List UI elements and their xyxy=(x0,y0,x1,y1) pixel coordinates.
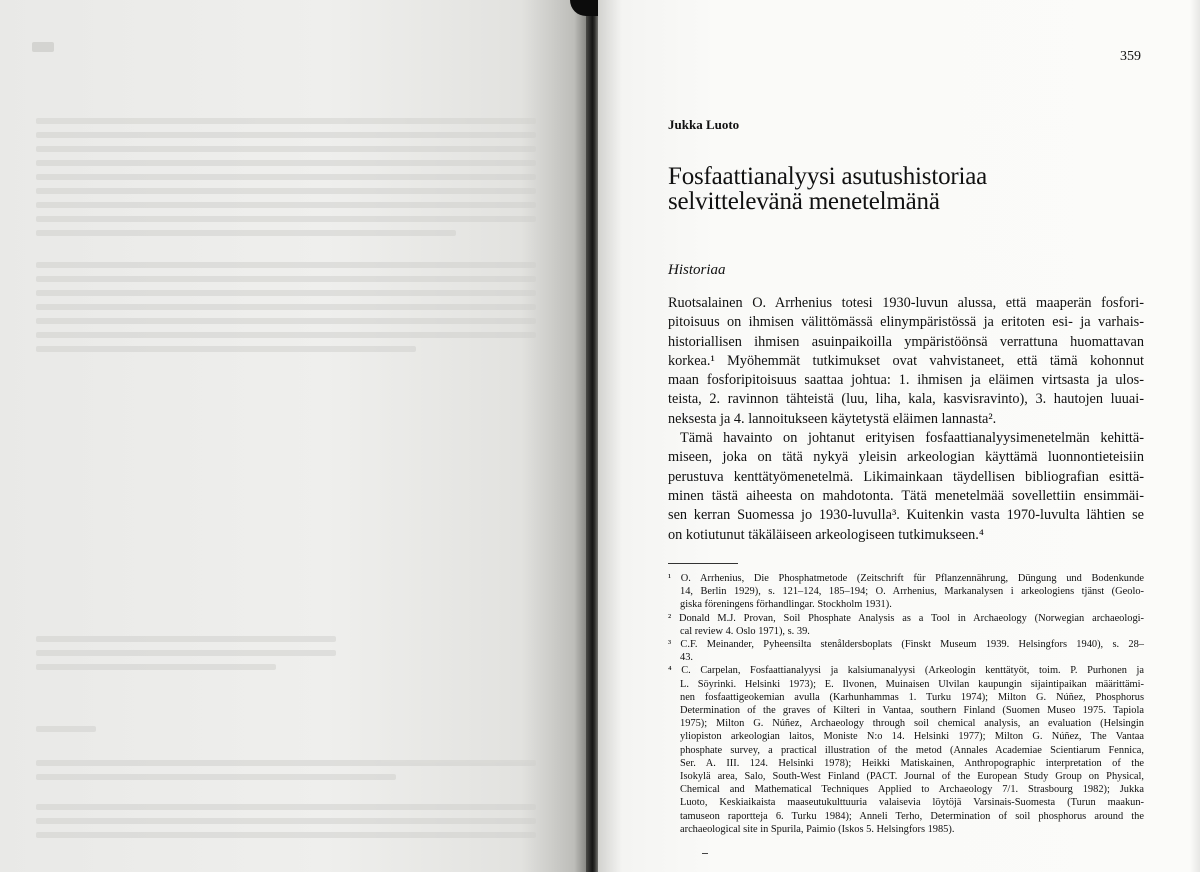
footnote-line: 43. xyxy=(680,652,693,664)
article-title xyxy=(668,164,1128,214)
page-mark xyxy=(702,853,708,854)
body-line: sen kerran Suomessa jo 1930-luvulla³. Kuitenkin vasta 1970-luvulta lähtien se xyxy=(668,507,1144,524)
footnote-line: Determination of the graves of Kilteri in Vantaa, southern Finland (Suomen Museo 1975. Tapiola xyxy=(680,705,1144,717)
footnote-line: Ser. A. III. 124. Helsinki 1978); Heikki Matiskainen, Anthropographic interpretation of the xyxy=(680,757,1144,769)
footnote-line: giska föreningens förhandlingar. Stockholm 1931). xyxy=(680,599,892,611)
footnote-line: archaeological site in Spurila, Paimio (Iskos 5. Helsingfors 1985). xyxy=(680,823,955,835)
body-line: miseen, joka on tätä nykyä yleisin arkeologian käyttämä luonnontieteisiin xyxy=(668,449,1144,466)
body-line: historiallisen ihmisen asuinpaikoilla ympäristöönsä verrattuna huomattavan xyxy=(668,333,1144,350)
footnote-line: phosphate survey, a practical illustration of the metod (Annales Academiae Scientiarum Fennica, xyxy=(680,744,1144,756)
body-line: on kotiutunut täkäläiseen arkeologiseen tutkimukseen.⁴ xyxy=(668,526,984,543)
body-line: teista, 2. ravinnon tähteistä (luu, liha, kala, kasvisravinto), 3. hautojen luuai- xyxy=(668,391,1144,408)
page-number: 359 xyxy=(1120,49,1141,64)
body-line: perustuva kenttätyömenetelmä. Likimainkaan täydellisen bibliografian esittä- xyxy=(668,468,1144,485)
footnote-line: Isokylä area, Salo, South-West Finland (PACT. Journal of the European Study Group on Physical, xyxy=(680,771,1144,783)
footnote-line: ⁴ C. Carpelan, Fosfaattianalyysi ja kalsiumanalyysi (Arkeologin kenttätyöt, toim. P. Purhonen ja xyxy=(668,665,1144,677)
footnote-divider xyxy=(668,563,738,564)
page-edge-shadow xyxy=(1190,0,1200,872)
body-line: pitoisuus on ihmisen välittömässä elinympäristössä ja eritoten esi- ja varhais- xyxy=(668,314,1144,331)
body-line: maan fosforipitoisuus saattaa johtua: 1. ihmisen ja eläimen virtsasta ja ulos- xyxy=(668,372,1144,389)
section-heading: Historiaa xyxy=(668,262,726,278)
footnote-line: 1975); Milton G. Núñez, Archaeology through soil chemical analysis, an evaluation (Helsingin xyxy=(680,718,1144,730)
body-line: Tämä havainto on johtanut erityisen fosfaattianalyysimenetelmän kehittä- xyxy=(680,430,1144,447)
footnote-line: tamuseon raportteja 6. Turku 1984); Anneli Terho, Determination of soil phosphorus around the xyxy=(680,810,1144,822)
footnote-line: L. Söyrinki. Helsinki 1973); E. Ilvonen, Muinaisen Ulvilan kaupungin sijaintipaikan määrittämi- xyxy=(680,678,1144,690)
footnote-line: yliopiston arkeologian laitos, Moniste N:o 14. Helsinki 1977); Milton G. Núñez, The Vantaa xyxy=(680,731,1144,743)
article-author: Jukka Luoto xyxy=(668,117,740,132)
footnote-line: ³ C.F. Meinander, Pyheensilta stenåldersboplats (Finskt Museum 1939. Helsingfors 1940), s. 28– xyxy=(668,639,1144,651)
body-line: minen tästä aiheesta on mahdotonta. Tätä menetelmää sovellettiin ensimmäi- xyxy=(668,487,1144,504)
title-line: selvittelevänä menetelmänä xyxy=(668,188,940,215)
body-line: Ruotsalainen O. Arrhenius totesi 1930-luvun alussa, että maaperän fosfori- xyxy=(668,295,1144,311)
footnotes xyxy=(668,572,1144,836)
footnote-line: Chemical and Mathematical Techniques Applied to Archaeology 7/1. Strasbourg 1982); Jukka xyxy=(680,784,1144,796)
footnote-line: 14, Berlin 1929), s. 121–124, 185–194; O. Arrhenius, Markanalysen i arkeologiens tjänst (Geolo- xyxy=(680,586,1144,598)
title-line: Fosfaattianalyysi asutushistoriaa xyxy=(668,163,988,190)
footnote-line: nen fosfaattigeokemian avulla (Karhunhammas 1. Turku 1974); Milton G. Núñez, Phosphorus xyxy=(680,691,1144,703)
left-page-bleedthrough xyxy=(0,0,592,872)
body-line: neksesta ja 4. lannoitukseen käytetystä eläimen lannasta². xyxy=(668,410,997,427)
footnote-line: ¹ O. Arrhenius, Die Phosphatmetode (Zeitschrift für Pflanzennährung, Düngung und Bodenkunde xyxy=(668,573,1144,584)
body-line: korkea.¹ Myöhemmät tutkimukset ovat vahvistaneet, että tämä kohonnut xyxy=(668,352,1144,369)
body-text xyxy=(668,294,1144,545)
right-page xyxy=(598,0,1200,872)
footnote-line: ² Donald M.J. Provan, Soil Phosphate Analysis as a Tool in Archaeology (Norwegian archaeologi- xyxy=(668,612,1144,624)
footnote-line: Luoto, Keskiaikaista maaseutukulttuuria valaisevia löytöjä Varsinais-Suomesta (Turun maakun- xyxy=(680,797,1144,809)
left-page-ghost-text xyxy=(0,0,592,872)
footnote-line: cal review 4. Oslo 1971), s. 39. xyxy=(680,625,810,637)
